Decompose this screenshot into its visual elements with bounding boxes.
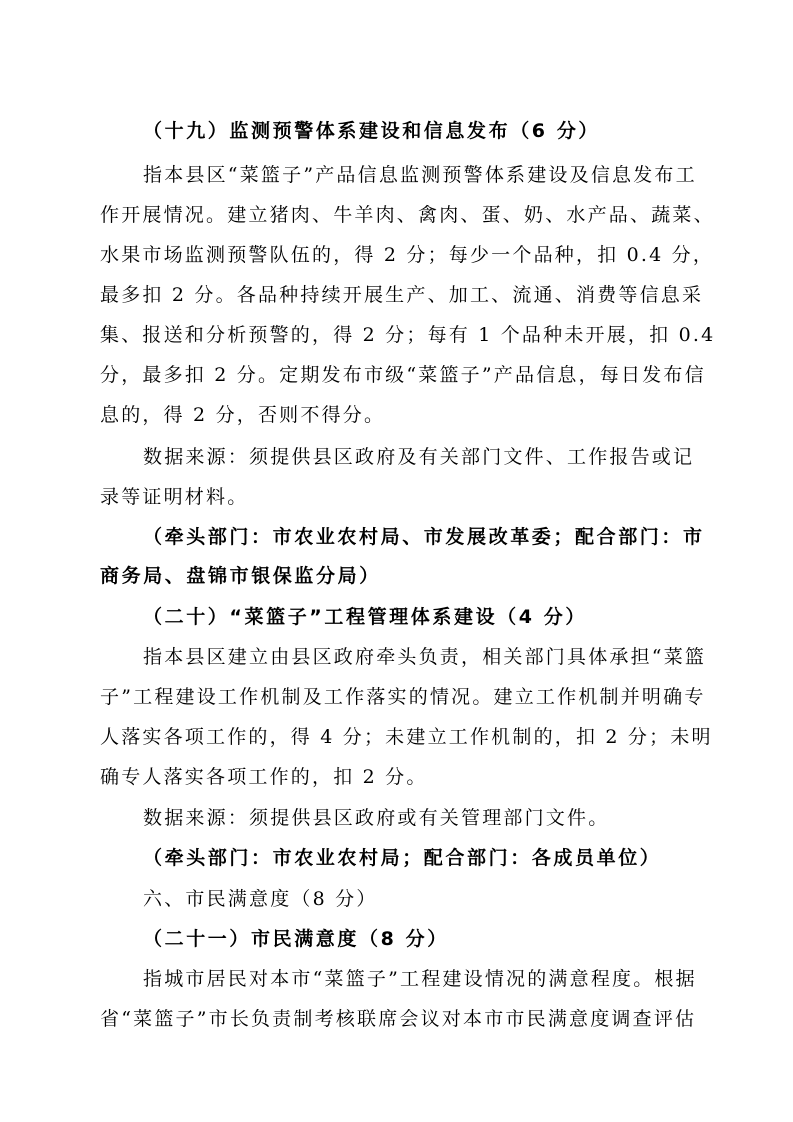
paragraph-line: 息的，得 2 分，否则不得分。 [100, 404, 386, 426]
paragraph-line: 集、报送和分析预警的，得 2 分；每有 1 个品种未开展，扣 0.4 [100, 324, 716, 346]
paragraph-line: 人落实各项工作的，得 4 分；未建立工作机制的，扣 2 分；未明 [100, 726, 713, 748]
department-line: （牵头部门：市农业农村局；配合部门：各成员单位） [143, 847, 662, 869]
data-source-line: 数据来源：须提供县区政府或有关管理部门文件。 [143, 807, 610, 829]
paragraph-line: 最多扣 2 分。各品种持续开展生产、加工、流通、消费等信息采 [100, 284, 704, 306]
paragraph-line: 指本县区建立由县区政府牵头负责，相关部门具体承担“菜篮 [143, 646, 707, 668]
paragraph-line: 子”工程建设工作机制及工作落实的情况。建立工作机制并明确专 [100, 686, 706, 708]
paragraph-line: 省“菜篮子”市长负责制考核联席会议对本市市民满意度调查评估 [100, 1008, 697, 1030]
paragraph-line: 作开展情况。建立猪肉、牛羊肉、禽肉、蛋、奶、水产品、蔬菜、 [100, 204, 715, 226]
section-20-heading: （二十）“菜篮子”工程管理体系建设（4 分） [143, 606, 588, 628]
department-line: 商务局、盘锦市银保监分局） [100, 565, 381, 587]
paragraph-line: 指本县区“菜篮子”产品信息监测预警体系建设及信息发布工 [143, 164, 697, 186]
data-source-line: 录等证明材料。 [100, 486, 249, 508]
section-21-heading: （二十一）市民满意度（8 分） [143, 928, 449, 950]
paragraph-line: 指城市居民对本市“菜篮子”工程建设情况的满意程度。根据 [143, 968, 697, 990]
section-19-heading: （十九）监测预警体系建设和信息发布（6 分） [143, 120, 601, 142]
paragraph-line: 确专人落实各项工作的，扣 2 分。 [100, 766, 428, 788]
paragraph-line: 水果市场监测预警队伍的，得 2 分；每少一个品种，扣 0.4 分， [100, 244, 715, 266]
department-line: （牵头部门：市农业农村局、市发展改革委；配合部门：市 [143, 526, 705, 548]
data-source-line: 数据来源：须提供县区政府及有关部门文件、工作报告或记 [143, 446, 695, 468]
part-6-heading: 六、市民满意度（8 分） [143, 888, 378, 910]
paragraph-line: 分，最多扣 2 分。定期发布市级“菜篮子”产品信息，每日发布信 [100, 364, 706, 386]
